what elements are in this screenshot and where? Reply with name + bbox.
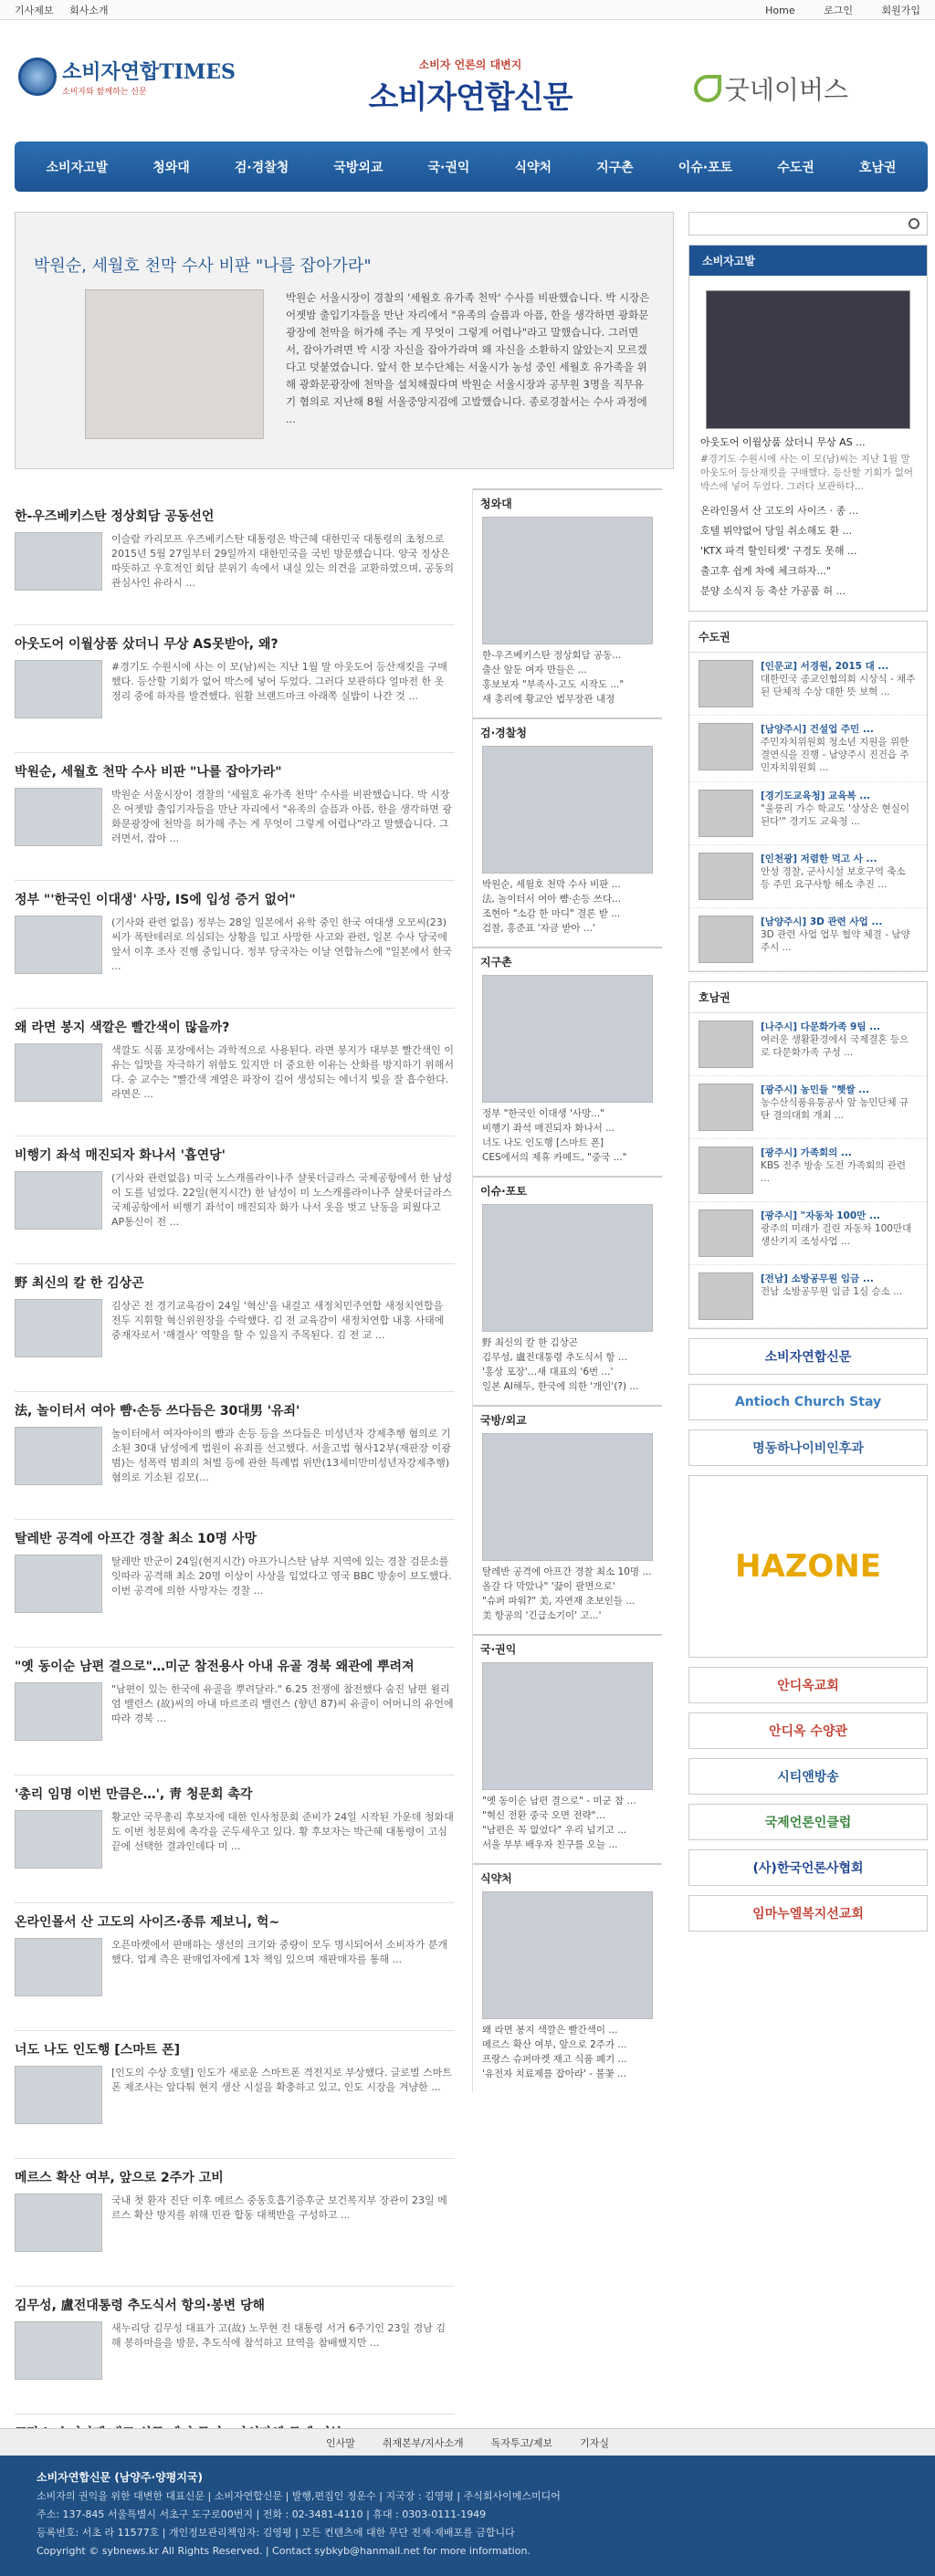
- top-bar: [0, 0, 935, 20]
- section-box: [473, 1405, 662, 1627]
- nav-item[interactable]: 소비자고발: [46, 160, 109, 175]
- article-thumb[interactable]: [15, 2321, 102, 2380]
- banner-ad[interactable]: HAZONE: [688, 1475, 928, 1658]
- nav-item[interactable]: 국방외교: [333, 160, 383, 175]
- list-item[interactable]: 美 항공의 '긴급소기이' 고...': [482, 1610, 602, 1621]
- article-title[interactable]: 온라인몰서 산 고도의 사이즈·종류 제보니, 헉~: [15, 1915, 280, 1930]
- section-head: 지구촌: [480, 956, 512, 969]
- article-thumb[interactable]: [15, 916, 102, 974]
- list-item[interactable]: 조현아 "소감 한 마디" 결론 받 ...: [482, 908, 621, 919]
- article-item[interactable]: [15, 1136, 455, 1264]
- list-item[interactable]: "남편은 꼭 없었다" 우리 넘기고 ...: [482, 1825, 627, 1836]
- article-item[interactable]: [15, 753, 455, 881]
- center-logo-text: 소비자연합신문: [368, 79, 573, 116]
- region-title[interactable]: [광주시] "자동차 100만 ...: [761, 1210, 880, 1221]
- nav-item[interactable]: 청와대: [152, 160, 190, 175]
- region-desc: 농수산식품유통공사 앞 농민단체 규탄 결의대회 개최 ...: [761, 1097, 909, 1121]
- honam-box: [688, 981, 928, 1329]
- article-snippet: 새누리당 김무성 대표가 고(故) 노무현 전 대통령 서거 6주기인 23일 경남 김해 봉하마을을 방문, 추도식에 참석하고 묘역을 참배했지만 ...: [111, 2322, 446, 2349]
- banner-ad[interactable]: 소비자연합신문: [688, 1338, 928, 1375]
- list-item[interactable]: 메르스 확산 여부, 앞으로 2주가 ...: [482, 2039, 627, 2050]
- nav-item[interactable]: 수도권: [777, 160, 814, 175]
- list-item[interactable]: 프랑스 슈퍼마켓 재고 식품 폐기 ...: [482, 2054, 627, 2065]
- article-thumb[interactable]: [15, 788, 102, 846]
- region-desc: 안성 경찰, 군사시설 보호구역 축소 등 주민 요구사항 해소 추진 ...: [761, 866, 906, 890]
- section-box: [473, 717, 662, 939]
- left-logo-sub: 소비자와 함께하는 신문: [62, 88, 147, 97]
- region-desc: "울릉리 가수 학교도 '상상은 현실이 된다'" 경기도 교육청 ...: [761, 803, 910, 827]
- about-link[interactable]: 회사소개: [69, 4, 109, 16]
- article-title[interactable]: 왜 라면 봉지 색깔은 빨간색이 많을까?: [15, 1021, 230, 1035]
- signup-link[interactable]: 회원가입: [881, 4, 920, 16]
- list-item[interactable]: 탈레반 공격에 아프간 경찰 최소 10명 ...: [482, 1566, 652, 1577]
- globe-icon: [18, 58, 57, 96]
- section-photo[interactable]: [482, 1662, 653, 1790]
- consumer-report-box: [688, 245, 928, 612]
- article-title[interactable]: 정부 "'한국인 이대생' 사망, IS에 입성 증거 없어": [15, 893, 296, 907]
- list-item[interactable]: 출산 앞둔 여자 만들은 ...: [482, 665, 587, 675]
- list-item[interactable]: 온라인몰서 산 고도의 사이즈 · 종 ...: [700, 505, 859, 517]
- feature-area: [15, 212, 674, 469]
- article-item[interactable]: [15, 881, 455, 1009]
- region-item[interactable]: [689, 1076, 927, 1139]
- region-item[interactable]: [689, 1013, 927, 1076]
- banner-ad[interactable]: 안디옥교회: [688, 1667, 928, 1703]
- article-snippet: 국내 첫 환자 진단 이후 메르스 중동호흡기증후군 보건복지부 장관이 23일 메르스 확산 방지를 위해 민관 합동 대책반을 구성하고 ...: [111, 2194, 447, 2221]
- banner-ad[interactable]: 안디옥 수양관: [688, 1712, 928, 1749]
- footer-line: 소비자의 권익을 위한 대변한 대표신문 | 소비자연합신문 | 발행,편집인 정운수 | 지국장 : 김영평 | 주식회사이메스미디어: [37, 2490, 561, 2502]
- article-snippet: #경기도 수원시에 사는 이 모(남)씨는 지난 1월 말 아웃도어 등산재킷을 구매했다. 등산할 기회가 없어 박스에 넣어 두었다. 그러다 보관하다 얼마전 한 옷 정리 중에 하자를 발견했다. 원활 브랜드마크 아래쪽 실밥이 나간 것 ...: [111, 661, 447, 702]
- article-thumb[interactable]: [15, 532, 102, 591]
- section-head: 검·경찰청: [480, 727, 527, 739]
- header: [0, 20, 935, 120]
- article-snippet: [인도의 수상 호텔] 인도가 새로운 스마트폰 격전지로 부상했다. 글로벌 스마트폰 제조사는 앞다퉈 현지 생산 시설을 확충하고 있고, 인도 시장을 겨냥한 ...: [111, 2067, 452, 2093]
- region-title[interactable]: [나주시] 다문화가족 9팀 ...: [761, 1021, 881, 1032]
- article-title[interactable]: 박원순, 세월호 천막 수사 비판 "나를 잡아가라": [15, 765, 282, 780]
- right-sidebar: [688, 212, 928, 1932]
- article-snippet: 색깔도 식품 포장에서는 과학적으로 사용된다. 라면 봉지가 대부분 빨간색인 이유는 입맛을 자극하기 위함도 있지만 더 중요한 이유는 산화를 방지하기 위해서다. 숭 교수는 "빨간색 계열은 파장이 길어 생성되는 에너지 빛을 잘 흡수한다. 라면은 ...: [111, 1044, 454, 1100]
- article-title[interactable]: 너도 나도 인도행 [스마트 폰]: [15, 2043, 181, 2058]
- center-logo[interactable]: [329, 57, 612, 120]
- article-title[interactable]: 탈레반 공격에 아프간 경찰 최소 10명 사망: [15, 1532, 257, 1546]
- region-thumb[interactable]: [699, 916, 753, 963]
- left-logo-text: 소비자연합TIMES: [62, 60, 236, 84]
- section-box: [473, 1176, 662, 1398]
- article-snippet: (기사와 관련없음) 미국 노스캐롤라이나주 샬롯더글라스 국제공항에서 한 남성이 도를 넘었다. 22일(현지시간) 한 남성이 미 노스캐롤라이나주 샬롯더글라스 국제공항에서 비행기 좌석이 매진되자 화가 나서 옷을 벗고 난동을 피웠다고 AP통신이 전 ...: [111, 1172, 453, 1228]
- region-item[interactable]: [689, 845, 927, 908]
- banner-ad[interactable]: 시티앤방송: [688, 1758, 928, 1795]
- article-snippet: 오픈마켓에서 판매하는 생선의 크기와 중량이 모두 명시되어서 소비자가 분개했다. 업계 측은 판매업자에게 1차 책임 있으며 재판매자를 통해 ...: [111, 1939, 448, 1965]
- feature-article[interactable]: [15, 212, 674, 469]
- login-link[interactable]: 로그인: [824, 4, 853, 16]
- section-photo[interactable]: [482, 1204, 653, 1332]
- article-snippet: "남편이 있는 한국에 유골을 뿌려달라." 6.25 전쟁에 참전했다 숨진 남편 윌리엄 밸런스 (故)씨의 아내 마르조리 밸런스 (향년 87)씨 유골이 어머니의 유언에 따라 경북 ...: [111, 1683, 454, 1724]
- section-head: 식약처: [480, 1872, 512, 1885]
- footer-links: [0, 2428, 935, 2456]
- search-icon[interactable]: [909, 218, 919, 229]
- search-box[interactable]: [688, 212, 928, 236]
- section-photo[interactable]: [482, 517, 653, 644]
- nav-item[interactable]: 이슈·포토: [678, 160, 733, 175]
- right-logo[interactable]: [694, 70, 931, 125]
- article-item[interactable]: [15, 1264, 455, 1392]
- region-desc: 3D 관련 사업 업무 협약 체결 - 남양주시 ...: [761, 929, 910, 953]
- article-snippet: 탈레반 반군이 24일(현지시간) 아프가니스탄 남부 지역에 있는 경찰 검문소를 잇따라 공격해 최소 20명 이상이 사상을 입었다고 영국 BBC 방송이 보도했다. 이번 공격에 의한 사망자는 경찰 ...: [111, 1555, 452, 1597]
- left-logo[interactable]: [18, 57, 237, 111]
- section-head: 청와대: [480, 497, 512, 510]
- region-thumb[interactable]: [699, 790, 753, 837]
- section-photo[interactable]: [482, 1891, 653, 2019]
- nav-item[interactable]: 국·권익: [427, 160, 470, 175]
- article-item[interactable]: [15, 1392, 455, 1520]
- region-desc: 대한민국 종교인협의회 시상식 - 채주 된 단체적 수상 대한 뜻 보혁 ...: [761, 674, 916, 697]
- section-box: [473, 1634, 662, 1856]
- region-title[interactable]: [남양주시] 건설업 주민 ...: [761, 724, 874, 735]
- section-column: [472, 488, 662, 2092]
- nav-item[interactable]: 호남권: [858, 160, 897, 175]
- report-link[interactable]: 기사제보: [15, 4, 54, 16]
- list-item[interactable]: "옛 동이순 남편 결으로" - 미군 참 ...: [482, 1796, 636, 1806]
- region-item[interactable]: [689, 1139, 927, 1202]
- region-desc: 전남 소방공무원 임금 1심 승소 ...: [761, 1286, 903, 1297]
- article-snippet: 이슬람 카리모프 우즈베키스탄 대통령은 박근혜 대한민국 대통령의 초청으로 2015년 5월 27일부터 29일까지 대한민국을 국빈 방문했습니다. 양국 정상은 따뜻하고 우호적인 회담 분위기 속에서 내실 있는 의견을 교환하였으며, 공동의 관심사인 유라시 ...: [111, 533, 454, 589]
- article-snippet: (기사와 관련 없음) 정부는 28일 일본에서 유학 중인 한국 여대생 오모씨(23)씨가 폭탄테러로 의심되는 상황을 입고 사망한 사고와 관련, 일본 수사 당국에 앞서 이후 조사 진행 중입니다. 정부 당국자는 이날 연합뉴스에 "일본에서 한국 ...: [111, 916, 452, 972]
- article-thumb[interactable]: [15, 1171, 102, 1230]
- section-head: 국·권익: [480, 1643, 517, 1656]
- article-title[interactable]: 메르스 확산 여부, 앞으로 2주가 고비: [15, 2171, 224, 2185]
- footer-line: Copyright © sybnews.kr All Rights Reserved. | Contact sybkyb@hanmail.net for more information.: [37, 2545, 531, 2557]
- footer-line: 등록번호: 서초 라 11577호 | 개인정보관리책임자: 김영평 | 모든 컨텐츠에 대한 무단 전재·재배포를 금합니다: [37, 2527, 515, 2539]
- list-item[interactable]: 정부 "한국인 이대생 '사망...": [482, 1108, 605, 1119]
- feature-text: 박원순 서울시장이 경찰의 '세월호 유가족 천막' 수사를 비판했습니다. 박 시장은 어젯밤 출입기자들을 만난 자리에서 "유족의 슬픔과 아픔, 한을 생각하면 광화문광장에 천막을 허가해 주는 게 무엇이 그렇게 어렵나"라고 말했습니다. 그러면서, 잡아가려면 박 시장 자신을 잡아가라며 왜 자신을 소환하지 않았는지 모르겠다고 덧붙였습니다. 앞서 한 보수단체는 서울시가 농성 중인 세월호 유가족을 위해 광화문광장에 천막을 설치해줬다며 박원순 서울시장과 공무원 3명을 직무유기 혐의로 지난해 8월 서울중앙지검에 고발했습니다. 종로경찰서는 수사 과정에 ...: [286, 291, 650, 425]
- list-item[interactable]: "슈퍼 파워?" 美, 자연재 초보인들 ...: [482, 1596, 636, 1607]
- list-item[interactable]: 한-우즈베키스탄 정상회담 공동...: [482, 650, 622, 661]
- region-title[interactable]: [전남] 소방공무원 임금 ...: [761, 1273, 874, 1284]
- region-thumb[interactable]: [699, 1147, 753, 1194]
- honam-head: 호남권: [689, 982, 927, 1013]
- main-nav: [15, 141, 928, 192]
- list-item[interactable]: '홍상 포장'…새 대표의 '6번 ...': [482, 1367, 614, 1377]
- article-item[interactable]: [15, 1903, 455, 2031]
- sudo-box: [688, 621, 928, 972]
- article-title[interactable]: 김무성, 盧전대통령 추도식서 항의·봉변 당해: [15, 2299, 266, 2313]
- region-title[interactable]: [광주시] 농민들 "햇쌀 ...: [761, 1084, 870, 1095]
- list-item[interactable]: 출고후 쉽게 차에 체크하자...": [700, 565, 831, 577]
- region-item[interactable]: [689, 908, 927, 971]
- footer-link[interactable]: 취재본부/지사소개: [382, 2436, 464, 2449]
- article-item[interactable]: [15, 1648, 455, 1775]
- list-item[interactable]: 김무성, 盧전대통령 추도식서 항 ...: [482, 1352, 627, 1363]
- feature-title[interactable]: 박원순, 세월호 천막 수사 비판 "나를 잡아가라": [34, 257, 372, 276]
- feature-photo[interactable]: [85, 289, 264, 439]
- article-title[interactable]: 아웃도어 이월상품 샀더니 무상 AS못받아, 왜?: [15, 637, 278, 652]
- section-head: 국방/외교: [480, 1414, 527, 1427]
- article-thumb[interactable]: [15, 2194, 102, 2252]
- article-list: [15, 497, 455, 2542]
- sudo-head: 수도권: [689, 622, 927, 653]
- footer-company: 소비자연합신문 (남양주·양평지국): [37, 2471, 203, 2484]
- center-logo-sub: 소비자 언론의 대변지: [418, 58, 522, 71]
- list-item[interactable]: 검찰, 홍준표 '자금 받아 ...': [482, 923, 595, 934]
- leaf-icon: [694, 75, 721, 102]
- section-box: [473, 488, 662, 710]
- region-thumb[interactable]: [699, 723, 753, 770]
- region-thumb[interactable]: [699, 1209, 753, 1257]
- article-thumb[interactable]: [15, 2066, 102, 2124]
- list-item[interactable]: 法, 놀이터서 여아 뺨·손등 쓰다...: [482, 894, 622, 905]
- section-photo[interactable]: [482, 975, 653, 1103]
- article-thumb[interactable]: [15, 660, 102, 718]
- footer-line: 주소: 137-845 서울특별시 서초구 도구로00번지 | 전화 : 02-3481-4110 | 휴대 : 0303-0111-1949: [37, 2508, 487, 2520]
- region-thumb[interactable]: [699, 1272, 753, 1320]
- article-item[interactable]: [15, 2031, 455, 2159]
- region-desc: KBS 전주 방송 도전 가족회의 관련 ...: [761, 1160, 906, 1184]
- list-item[interactable]: 비행기 좌석 매진되자 화나서 ...: [482, 1123, 615, 1134]
- region-thumb[interactable]: [699, 853, 753, 900]
- region-thumb[interactable]: [699, 1021, 753, 1068]
- region-item[interactable]: [689, 653, 927, 716]
- article-title[interactable]: '총리 임명 이번 만큼은…', 靑 청문회 촉각: [15, 1787, 253, 1802]
- region-thumb[interactable]: [699, 1084, 753, 1131]
- region-title[interactable]: [인문교] 서경원, 2015 대 ...: [761, 661, 889, 672]
- banner-list: [688, 1338, 928, 1932]
- article-title[interactable]: 한-우즈베키스탄 정상회담 공동선언: [15, 509, 215, 524]
- article-item[interactable]: [15, 2287, 455, 2414]
- list-item[interactable]: 올갈 다 막았나" '끓이 팔면으로': [482, 1581, 615, 1592]
- home-link[interactable]: Home: [765, 4, 795, 16]
- list-item[interactable]: 홍보보자 "부족사-고도 시작도 ...": [482, 679, 625, 690]
- article-item[interactable]: [15, 497, 455, 625]
- article-title[interactable]: 法, 놀이터서 여아 뺨·손등 쓰다듬은 30대男 '유죄': [15, 1404, 300, 1419]
- consumer-report-head: 소비자고발: [689, 246, 927, 276]
- footer-info: [0, 2456, 935, 2576]
- article-title[interactable]: 비행기 좌석 매진되자 화나서 '흡연당': [15, 1148, 226, 1163]
- region-desc: 주민자치위원회 청소년 지원을 위한 결연식을 진행 - 남양주시 진건읍 주민자치위원회 ...: [761, 737, 909, 773]
- region-title[interactable]: [인천광] 저렴한 먹고 사 ...: [761, 853, 877, 864]
- region-item[interactable]: [689, 1202, 927, 1265]
- section-photo[interactable]: [482, 1433, 653, 1561]
- article-item[interactable]: [15, 625, 455, 753]
- banner-ad[interactable]: 임마누엘복지선교회: [688, 1895, 928, 1932]
- nav-item[interactable]: 지구촌: [596, 160, 634, 175]
- section-photo[interactable]: [482, 746, 653, 874]
- region-title[interactable]: [광주시] 가족회의 ...: [761, 1147, 852, 1158]
- region-item[interactable]: [689, 782, 927, 845]
- list-item[interactable]: 호텔 뷔약없어 당일 취소해도 환 ...: [700, 525, 853, 537]
- footer-link[interactable]: 인사말: [326, 2436, 355, 2449]
- article-snippet: 김상곤 전 경기교육감이 24일 '혁신'을 내걸고 새정치민주연합 새정치연합을 전두 지휘할 혁신위원장을 수락했다. 김 전 교육감이 새정치연합 내홍 사태에 중재자로서 '해결사' 역할을 할 수 있을지 주목된다. 김 전 교 ...: [111, 1300, 445, 1341]
- list-item[interactable]: 'KTX 파격 할인티켓' 구경도 못해 ...: [700, 545, 857, 557]
- region-thumb[interactable]: [699, 660, 753, 707]
- list-item[interactable]: "혁신 전환 중국 오면 전략"…: [482, 1810, 605, 1821]
- region-desc: 광주의 미래가 걸린 자동차 100만대 생산기지 조성사업 ...: [761, 1223, 912, 1247]
- article-item[interactable]: [15, 2159, 455, 2287]
- article-item[interactable]: [15, 1520, 455, 1648]
- list-item[interactable]: 서울 부부 배우자 친구를 오늘 ...: [482, 1839, 618, 1850]
- footer-link[interactable]: 기자실: [580, 2436, 609, 2449]
- article-thumb[interactable]: [15, 1299, 102, 1357]
- list-item[interactable]: CES에서의 제휴 카메드, "중국 ...": [482, 1152, 627, 1163]
- list-item[interactable]: 일본 AI해두, 한국에 의한 '개인'(?) ...: [482, 1381, 639, 1392]
- region-title[interactable]: [경기도교육청] 교육복 ...: [761, 791, 871, 801]
- article-snippet: 놀이터에서 여자아이의 뺨과 손등 등을 쓰다듬은 미성년자 강제추행 혐의로 기소된 30대 남성에게 법원이 유죄를 선고했다. 서울고법 형사12부(재판장 이광범)는 성폭력 범죄의 처벌 등에 관한 특례법 위반(13세미만미성년자강제추행) 혐의로 기소된 김모(...: [111, 1428, 451, 1483]
- article-item[interactable]: [15, 1009, 455, 1136]
- banner-ad[interactable]: (사)한국언론사협회: [688, 1849, 928, 1886]
- consumer-report-photo[interactable]: [706, 290, 910, 429]
- section-head: 이슈·포토: [480, 1185, 527, 1198]
- consumer-report-caption[interactable]: 아웃도어 이월상품 샀더니 무상 AS ...: [700, 436, 866, 448]
- article-title[interactable]: "옛 동이순 남편 결으로"…미군 참전용사 아내 유골 경북 왜관에 뿌려져: [15, 1660, 415, 1674]
- nav-item[interactable]: 식약처: [514, 160, 552, 175]
- region-item[interactable]: [689, 1265, 927, 1328]
- article-title[interactable]: 野 최신의 칼 한 김상곤: [15, 1276, 144, 1291]
- section-box: [473, 1863, 662, 2085]
- section-box: [473, 947, 662, 1168]
- right-logo-text: 굿네이버스: [724, 75, 849, 105]
- region-desc: 여러운 생활환경에서 국제결혼 등으로 다문화가족 구성 ...: [761, 1034, 909, 1058]
- region-title[interactable]: [남양주시] 3D 관련 사업 ...: [761, 916, 883, 927]
- list-item[interactable]: '유전자 치료제를 잡아라' - 불꽃 ...: [482, 2068, 626, 2079]
- article-thumb[interactable]: [15, 1682, 102, 1741]
- banner-ad[interactable]: 명동하나이비인후과: [688, 1429, 928, 1466]
- article-thumb[interactable]: [15, 1043, 102, 1102]
- list-item[interactable]: 왜 라면 봉지 색깔은 빨간색이 ...: [482, 2025, 618, 2036]
- list-item[interactable]: 野 최신의 칼 한 김상곤: [482, 1337, 578, 1348]
- nav-item[interactable]: 검·경찰청: [234, 160, 289, 175]
- list-item[interactable]: 박원순, 세월호 천막 수사 비판 ...: [482, 879, 621, 890]
- article-thumb[interactable]: [15, 1427, 102, 1485]
- list-item[interactable]: 너도 나도 인도행 [스마트 폰]: [482, 1137, 604, 1148]
- list-item[interactable]: 새 총리에 황교안 법무장관 내정: [482, 694, 615, 705]
- article-thumb[interactable]: [15, 1810, 102, 1869]
- article-thumb[interactable]: [15, 1555, 102, 1613]
- article-snippet: 황교안 국무총리 후보자에 대한 인사청문회 준비가 24일 시작된 가운데 청와대도 이번 청문회에 촉각을 곤두세우고 있다. 황 후보자는 박근혜 대통령이 고심 끝에 선택한 결과인데다 미 ...: [111, 1811, 454, 1852]
- list-item[interactable]: 분양 소식지 등 축산 가공품 허 ...: [700, 585, 846, 597]
- banner-ad[interactable]: Antioch Church Stay: [688, 1384, 928, 1420]
- article-snippet: 박원순 서울시장이 경찰의 '세월호 유가족 천막' 수사를 비판했습니다. 박 시장은 어젯밤 출입기자들을 만난 자리에서 "유족의 슬픔과 아픔, 한을 생각하면 광화문광장에 천막을 허가해 주는 게 무엇이 그렇게 어렵나"라고 말했습니다. 그러면서, 잡아 ...: [111, 789, 452, 844]
- article-thumb[interactable]: [15, 1938, 102, 1996]
- footer-link[interactable]: 독자투고/제보: [490, 2436, 553, 2449]
- article-item[interactable]: [15, 1775, 455, 1903]
- banner-ad[interactable]: 국제언론인클럽: [688, 1804, 928, 1840]
- consumer-report-desc: #경기도 수원시에 사는 이 모(남)씨는 지난 1월 말 아웃도어 등산재킷을 구매했다. 등산할 기회가 없어 박스에 넣어 두었다. 그러다 보관하다...: [700, 454, 914, 492]
- region-item[interactable]: [689, 716, 927, 782]
